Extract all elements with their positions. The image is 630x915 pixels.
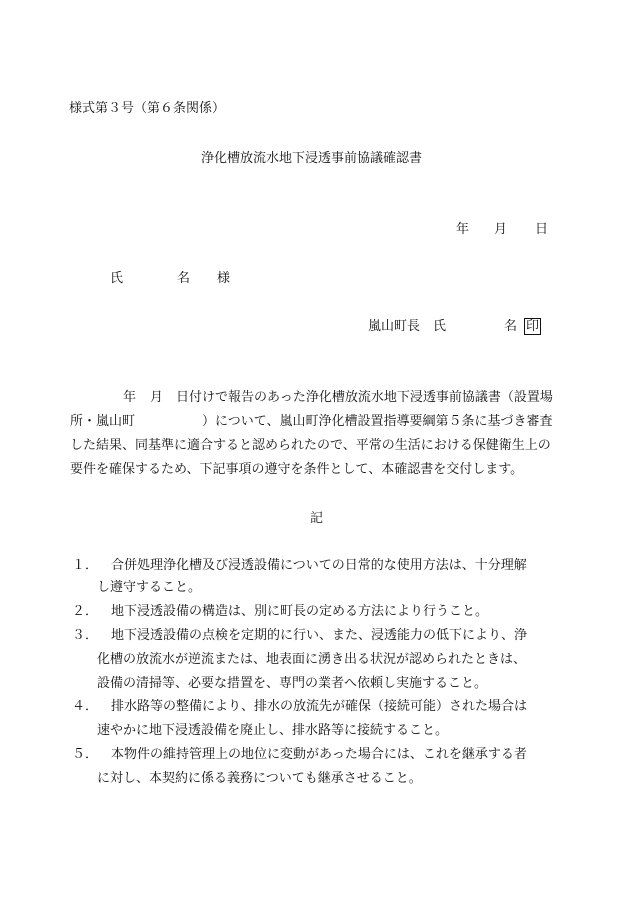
ki-label: 記 xyxy=(310,511,324,526)
item-1-number: １． xyxy=(72,558,99,573)
item-1-line-2: し遵守すること。 xyxy=(97,580,202,595)
body-month-label: 月 xyxy=(150,390,164,405)
addressee-name-label-2: 名 xyxy=(177,271,191,286)
item-5-number: ５． xyxy=(72,747,99,762)
document-title: 浄化槽放流水地下浸透事前協議確認書 xyxy=(201,151,423,166)
body-line-2: ）について、嵐山町浄化槽設置指導要綱第５条に基づき審査 xyxy=(202,414,553,429)
body-line-4: 要件を確保するため、下記事項の遵守を条件として、本確認書を交付します。 xyxy=(70,462,524,477)
body-year-label: 年 xyxy=(123,390,137,405)
addressee-honorific: 様 xyxy=(217,271,231,286)
item-3-number: ３． xyxy=(72,628,99,643)
item-3-line-1: 地下浸透設備の点検を定期的に行い、また、浸透能力の低下により、浄 xyxy=(111,628,528,643)
body-line-2-start: 所・嵐山町 xyxy=(70,414,136,429)
item-3-line-2: 化槽の放流水が逆流または、地表面に湧き出る状況が認められたときは、 xyxy=(97,652,527,667)
item-4-line-1: 排水路等の整備により、排水の放流先が確保（接続可能）された場合は xyxy=(111,699,528,714)
seal-box xyxy=(524,318,541,335)
date-year-label: 年 xyxy=(456,222,470,237)
item-2-number: ２． xyxy=(72,604,99,619)
date-day-label: 日 xyxy=(535,222,549,237)
form-number: 様式第３号（第６条関係） xyxy=(69,101,226,116)
date-month-label: 月 xyxy=(494,222,508,237)
item-5-line-2: に対し、本契約に係る義務についても継承させること。 xyxy=(97,771,422,786)
item-4-line-2: 速やかに地下浸透設備を廃止し、排水路等に接続すること。 xyxy=(97,723,449,738)
item-4-number: ４． xyxy=(72,699,99,714)
issuer-name-label: 名 xyxy=(504,319,518,334)
addressee-name-label-1: 氏 xyxy=(110,271,124,286)
item-5-line-1: 本物件の維持管理上の地位に変動があった場合には、これを継承する者 xyxy=(111,747,527,762)
body-line-1: 日付けで報告のあった浄化槽放流水地下浸透事前協議書（設置場 xyxy=(176,390,553,405)
issuer-title: 嵐山町長 氏 xyxy=(368,319,447,334)
body-line-3: した結果、同基準に適合すると認められたので、平常の生活における保健衛生上の xyxy=(70,438,551,453)
item-2-line-1: 地下浸透設備の構造は、別に町長の定める方法により行うこと。 xyxy=(111,604,489,619)
item-1-line-1: 合併処理浄化槽及び浸透設備についての日常的な使用方法は、十分理解 xyxy=(111,558,527,573)
item-3-line-3: 設備の清掃等、必要な措置を、専門の業者へ依頼し実施すること。 xyxy=(97,676,488,691)
seal-mark: 印 xyxy=(526,319,540,334)
